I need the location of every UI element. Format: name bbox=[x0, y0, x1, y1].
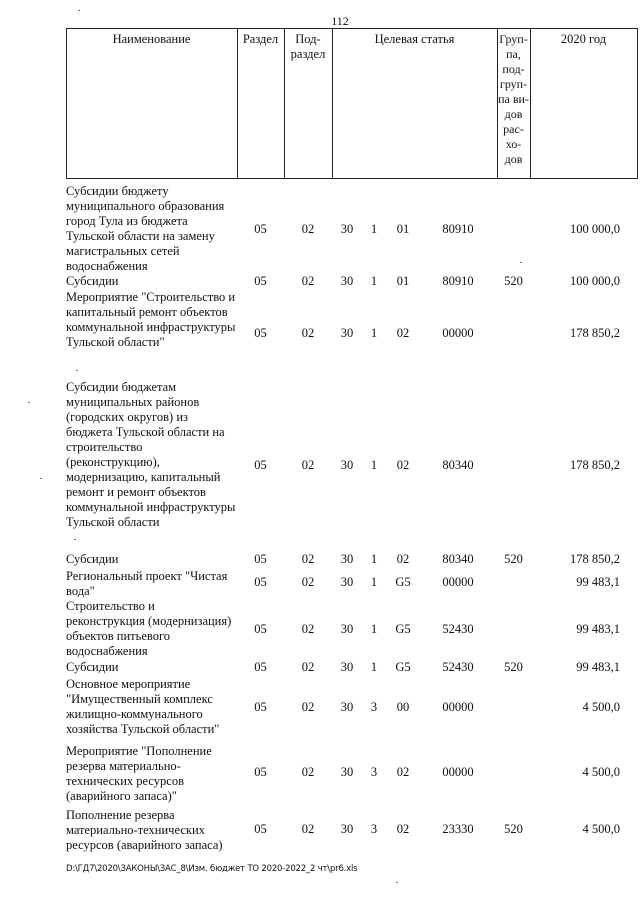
scan-speck bbox=[76, 370, 78, 371]
row-podrazdel: 02 bbox=[301, 326, 315, 340]
row-sum: 178 850,2 bbox=[570, 552, 620, 566]
row-cs2: 1 bbox=[370, 622, 378, 636]
header-group: Груп- па, под- груп- па ви- дов рас- хо- дов bbox=[498, 32, 529, 166]
row-razdel: 05 bbox=[254, 552, 267, 566]
row-vid: 520 bbox=[504, 274, 523, 288]
row-name: Мероприятие "Пополнение резерва материально- технических ресурсов (аварийного запаса)" bbox=[66, 744, 212, 803]
scan-speck bbox=[28, 402, 30, 403]
row-sum: 178 850,2 bbox=[570, 458, 620, 472]
row-podrazdel: 02 bbox=[301, 575, 315, 589]
header-divider bbox=[237, 28, 238, 178]
row-name: Субсидии бюджету муниципального образования город Тула из бюджета Тульской области на замену магистральных сетей водоснабжения bbox=[66, 184, 225, 273]
row-sum: 99 483,1 bbox=[576, 622, 620, 636]
row-name: Субсидии bbox=[66, 660, 119, 674]
row-vid: 520 bbox=[504, 822, 523, 836]
scan-speck bbox=[74, 539, 76, 540]
row-cs2: 1 bbox=[370, 274, 378, 288]
scan-speck bbox=[40, 478, 42, 479]
row-cs3: 01 bbox=[396, 222, 410, 236]
row-cs3: 02 bbox=[396, 552, 410, 566]
row-cs1: 30 bbox=[340, 622, 354, 636]
row-razdel: 05 bbox=[254, 622, 267, 636]
scan-speck bbox=[396, 882, 398, 883]
row-cs3: 01 bbox=[396, 274, 410, 288]
row-razdel: 05 bbox=[254, 660, 267, 674]
file-path-footer: D:\ГД7\2020\ЗАКОНЫ\ЗАС_8\Изм. бюджет ТО 2020-2022_2 чт\pr6.xls bbox=[66, 864, 358, 874]
scan-speck bbox=[78, 10, 80, 11]
row-razdel: 05 bbox=[254, 222, 267, 236]
row-razdel: 05 bbox=[254, 822, 267, 836]
row-podrazdel: 02 bbox=[301, 622, 315, 636]
row-sum: 178 850,2 bbox=[570, 326, 620, 340]
header-divider bbox=[637, 28, 638, 178]
row-podrazdel: 02 bbox=[301, 660, 315, 674]
header-divider bbox=[530, 28, 531, 178]
row-cs3: 02 bbox=[396, 326, 410, 340]
row-cs1: 30 bbox=[340, 700, 354, 714]
header-section: Раздел bbox=[242, 32, 279, 46]
row-name: Строительство и реконструкция (модернизация) объектов питьевого водоснабжения bbox=[66, 599, 232, 658]
header-bottom-border bbox=[66, 178, 638, 179]
row-name: Региональный проект "Чистая вода" bbox=[66, 569, 228, 598]
header-subsection: Под- раздел bbox=[290, 32, 326, 61]
row-razdel: 05 bbox=[254, 765, 267, 779]
row-sum: 4 500,0 bbox=[582, 700, 620, 714]
row-cs3: 02 bbox=[396, 822, 410, 836]
row-podrazdel: 02 bbox=[301, 765, 315, 779]
row-cs1: 30 bbox=[340, 222, 354, 236]
row-cs4: 80340 bbox=[442, 552, 474, 566]
row-cs1: 30 bbox=[340, 326, 354, 340]
row-podrazdel: 02 bbox=[301, 552, 315, 566]
header-name: Наименование bbox=[112, 32, 191, 46]
row-sum: 4 500,0 bbox=[582, 765, 620, 779]
row-cs3: 02 bbox=[396, 765, 410, 779]
row-razdel: 05 bbox=[254, 458, 267, 472]
row-cs2: 1 bbox=[370, 552, 378, 566]
row-name: Субсидии bbox=[66, 274, 119, 288]
row-podrazdel: 02 bbox=[301, 274, 315, 288]
row-cs4: 00000 bbox=[442, 575, 474, 589]
page-number: 112 bbox=[331, 14, 349, 28]
row-cs2: 1 bbox=[370, 458, 378, 472]
row-name: Пополнение резерва материально-технических ресурсов (аварийного запаса) bbox=[66, 808, 223, 852]
row-cs2: 3 bbox=[370, 822, 378, 836]
row-sum: 4 500,0 bbox=[582, 822, 620, 836]
row-cs2: 1 bbox=[370, 575, 378, 589]
row-cs1: 30 bbox=[340, 575, 354, 589]
header-divider bbox=[332, 28, 333, 178]
row-vid: 520 bbox=[504, 660, 523, 674]
row-razdel: 05 bbox=[254, 274, 267, 288]
row-cs1: 30 bbox=[340, 822, 354, 836]
row-podrazdel: 02 bbox=[301, 222, 315, 236]
row-name: Субсидии бюджетам муниципальных районов (городских округов) из бюджета Тульской области на строительство (реконструкцию), модернизацию, капитальный ремонт и ремонт объектов коммунальной инфраструктуры Тульской области bbox=[66, 380, 236, 529]
row-cs4: 52430 bbox=[442, 622, 474, 636]
row-cs4: 00000 bbox=[442, 326, 474, 340]
row-cs2: 3 bbox=[370, 700, 378, 714]
row-cs2: 1 bbox=[370, 660, 378, 674]
header-divider bbox=[66, 28, 67, 178]
row-cs3: G5 bbox=[395, 622, 411, 636]
row-cs3: G5 bbox=[395, 575, 411, 589]
row-cs4: 00000 bbox=[442, 700, 474, 714]
header-year: 2020 год bbox=[560, 32, 607, 46]
row-cs2: 1 bbox=[370, 222, 378, 236]
row-cs4: 23330 bbox=[442, 822, 474, 836]
row-sum: 99 483,1 bbox=[576, 575, 620, 589]
row-cs2: 1 bbox=[370, 326, 378, 340]
row-cs3: G5 bbox=[395, 660, 411, 674]
header-top-border bbox=[66, 28, 638, 29]
header-target: Целевая статья bbox=[374, 32, 455, 46]
row-cs1: 30 bbox=[340, 552, 354, 566]
row-name: Субсидии bbox=[66, 552, 119, 566]
row-sum: 100 000,0 bbox=[570, 222, 620, 236]
row-podrazdel: 02 bbox=[301, 700, 315, 714]
row-cs4: 80340 bbox=[442, 458, 474, 472]
row-cs4: 80910 bbox=[442, 222, 474, 236]
row-cs1: 30 bbox=[340, 458, 354, 472]
row-podrazdel: 02 bbox=[301, 458, 315, 472]
row-cs2: 3 bbox=[370, 765, 378, 779]
row-cs4: 00000 bbox=[442, 765, 474, 779]
row-razdel: 05 bbox=[254, 326, 267, 340]
row-podrazdel: 02 bbox=[301, 822, 315, 836]
scan-speck bbox=[520, 262, 522, 263]
row-cs3: 00 bbox=[396, 700, 410, 714]
row-vid: 520 bbox=[504, 552, 523, 566]
row-cs3: 02 bbox=[396, 458, 410, 472]
row-cs1: 30 bbox=[340, 274, 354, 288]
row-name: Мероприятие "Строительство и капитальный ремонт объектов коммунальной инфраструктуры Тульской области" bbox=[66, 290, 236, 349]
row-razdel: 05 bbox=[254, 700, 267, 714]
row-cs1: 30 bbox=[340, 765, 354, 779]
row-cs1: 30 bbox=[340, 660, 354, 674]
row-name: Основное мероприятие "Имущественный комплекс жилищно-коммунального хозяйства Тульской области" bbox=[66, 677, 220, 736]
row-razdel: 05 bbox=[254, 575, 267, 589]
row-sum: 99 483,1 bbox=[576, 660, 620, 674]
row-cs4: 52430 bbox=[442, 660, 474, 674]
row-cs4: 80910 bbox=[442, 274, 474, 288]
row-sum: 100 000,0 bbox=[570, 274, 620, 288]
